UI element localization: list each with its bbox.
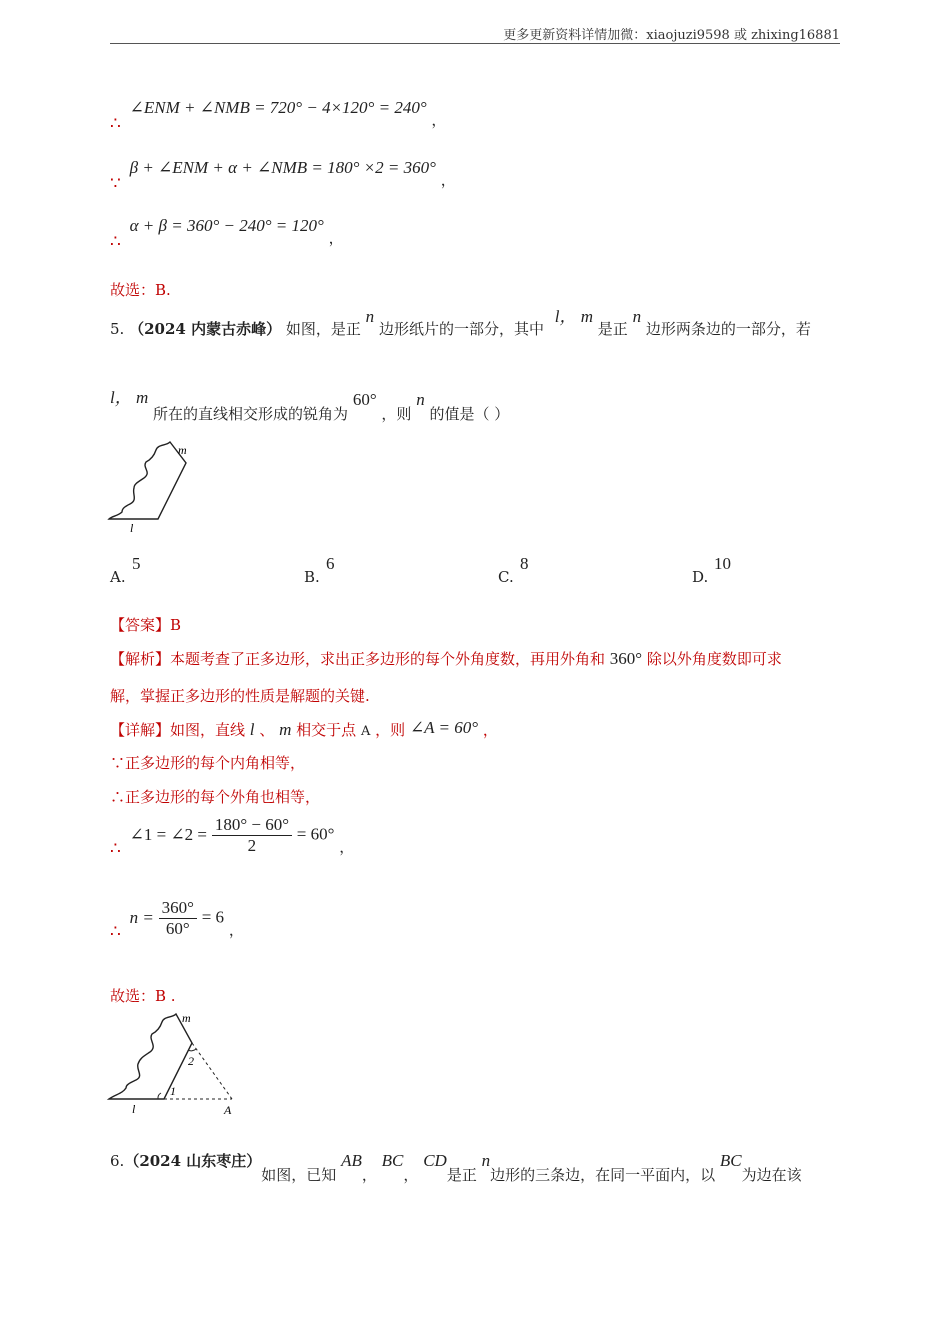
label-A: A: [224, 1103, 232, 1117]
punctuation: ，: [328, 229, 344, 247]
q5-stem-line-2: [110, 385, 510, 423]
option-d-letter: D.: [692, 568, 709, 586]
equation: β + ∠ENM + α + ∠NMB = 180° ×2 = 360°: [129, 158, 436, 177]
var-n: n: [481, 1151, 491, 1170]
option-b-letter: B.: [304, 568, 320, 586]
q5-choice: 故选：B .: [110, 987, 176, 1005]
solution-figure: [104, 1010, 244, 1120]
question-number: 5.: [110, 320, 125, 338]
stem-text: ，: [403, 1166, 419, 1184]
detail-text: 相交于点: [296, 721, 357, 739]
because-line: ∵正多边形的每个内角相等，: [110, 754, 306, 772]
eq2-numerator: 360°: [159, 898, 197, 919]
page-header: 更多更新资料详情加微：xiaojuzi9598 或 zhixing16881: [503, 28, 840, 43]
detail-text: 【详解】如图，直线: [110, 721, 246, 739]
var-n: n: [365, 307, 375, 326]
eq1-rhs: = 60°: [296, 824, 335, 844]
dashed-extension-m: [192, 1043, 232, 1099]
equation-2: [110, 898, 244, 942]
punctuation: ，: [431, 111, 447, 129]
stem-text: 为边在该: [741, 1166, 802, 1184]
analysis-line-2: 解，掌握正多边形的性质是解题的关键.: [110, 687, 370, 705]
detail-text: ，: [482, 721, 498, 739]
var-CD: CD: [423, 1151, 447, 1170]
stem-text: 是正: [446, 1166, 477, 1184]
angle-1-arc: [158, 1093, 161, 1099]
detail-l: l: [249, 720, 255, 739]
option-c-letter: C.: [498, 568, 514, 586]
var-n: n: [632, 307, 642, 326]
angle-value: 60°: [352, 390, 377, 409]
equation: ∠ENM + ∠NMB = 720° − 4×120° = 240°: [129, 98, 427, 117]
stem-text: 边形纸片的一部分，其中: [378, 320, 544, 338]
detail-angle: ∠A = 60°: [409, 718, 479, 737]
therefore-symbol: ∴: [110, 838, 121, 859]
therefore-symbol: ∴: [110, 114, 121, 134]
prev-line-3: [110, 215, 344, 252]
var-AB: AB: [341, 1151, 362, 1170]
eq1-numerator: 180° − 60°: [212, 815, 292, 836]
option-b-value: 6: [326, 554, 335, 573]
eq1-fraction: [212, 815, 292, 856]
detail-text: ，则: [375, 721, 406, 739]
header-rule: [110, 43, 840, 44]
eq2-rhs: = 6: [201, 907, 225, 927]
eq2-fraction: [159, 898, 197, 939]
stem-text: 如图，是正: [285, 320, 361, 338]
label-m: m: [178, 443, 187, 457]
var-BC: BC: [381, 1151, 404, 1170]
label-1: 1: [170, 1084, 176, 1098]
stem-text: 如图，已知: [261, 1166, 337, 1184]
detail-text: 、: [259, 721, 275, 739]
option-a-value: 5: [132, 554, 141, 573]
option-d-value: 10: [714, 554, 731, 573]
question-number: 6.: [110, 1152, 125, 1170]
eq1-lhs: ∠1 = ∠2 =: [129, 824, 208, 844]
var-lm: l， m: [554, 307, 593, 326]
stem-text: ，则: [381, 405, 412, 423]
detail-m: m: [279, 720, 292, 739]
analysis-line-1: [110, 648, 782, 669]
answer: 【答案】B: [110, 616, 182, 634]
stem-text: 所在的直线相交形成的锐角为: [153, 405, 349, 423]
eq2-denominator: 60°: [165, 919, 190, 938]
equation-1: [110, 815, 355, 859]
punctuation: ，: [440, 171, 456, 189]
detail-line-1: [110, 719, 498, 740]
stem-text: 是正: [597, 320, 628, 338]
question-source: （2024 内蒙古赤峰）: [129, 320, 282, 338]
prev-line-1: [110, 97, 447, 134]
label-l: l: [130, 521, 134, 535]
eq2-lhs: n =: [129, 907, 154, 927]
stem-text: 的值是（ ）: [429, 405, 510, 423]
option-c-value: 8: [520, 554, 529, 573]
q6-stem-line-1: [110, 1150, 802, 1184]
stem-text: ，: [361, 1166, 377, 1184]
therefore-symbol: ∴: [110, 232, 121, 252]
label-2: 2: [188, 1054, 194, 1068]
prev-choice: 故选：B.: [110, 281, 171, 299]
polygon-shape: [109, 1014, 192, 1099]
option-a-letter: A.: [110, 568, 126, 586]
therefore-symbol: ∴: [110, 921, 121, 942]
analysis-text: 除以外角度数即可求: [646, 650, 782, 668]
q5-stem-line-1: [110, 307, 811, 339]
label-m: m: [182, 1011, 191, 1025]
polygon-figure: [104, 440, 204, 535]
var-n: n: [416, 390, 425, 409]
var-BC: BC: [719, 1151, 742, 1170]
polygon-shape: [109, 442, 186, 519]
eq1-denominator: 2: [247, 836, 257, 855]
label-l: l: [132, 1102, 136, 1116]
detail-A: A: [360, 724, 371, 739]
var-lm: l， m: [110, 388, 149, 407]
analysis-text: 【解析】本题考查了正多边形，求出正多边形的每个外角度数，再用外角和: [110, 650, 606, 668]
stem-text: 边形两条边的一部分，若: [645, 320, 811, 338]
stem-text: 边形的三条边，在同一平面内，以: [490, 1166, 716, 1184]
analysis-360: 360°: [609, 649, 643, 668]
because-symbol: ∵: [110, 174, 121, 194]
prev-line-2: [110, 157, 456, 194]
punctuation: ，: [228, 920, 244, 939]
question-source: （2024 山东枣庄）: [124, 1152, 262, 1170]
therefore-line: ∴正多边形的每个外角也相等，: [110, 788, 321, 806]
punctuation: ，: [339, 837, 355, 856]
equation: α + β = 360° − 240° = 120°: [129, 216, 324, 235]
